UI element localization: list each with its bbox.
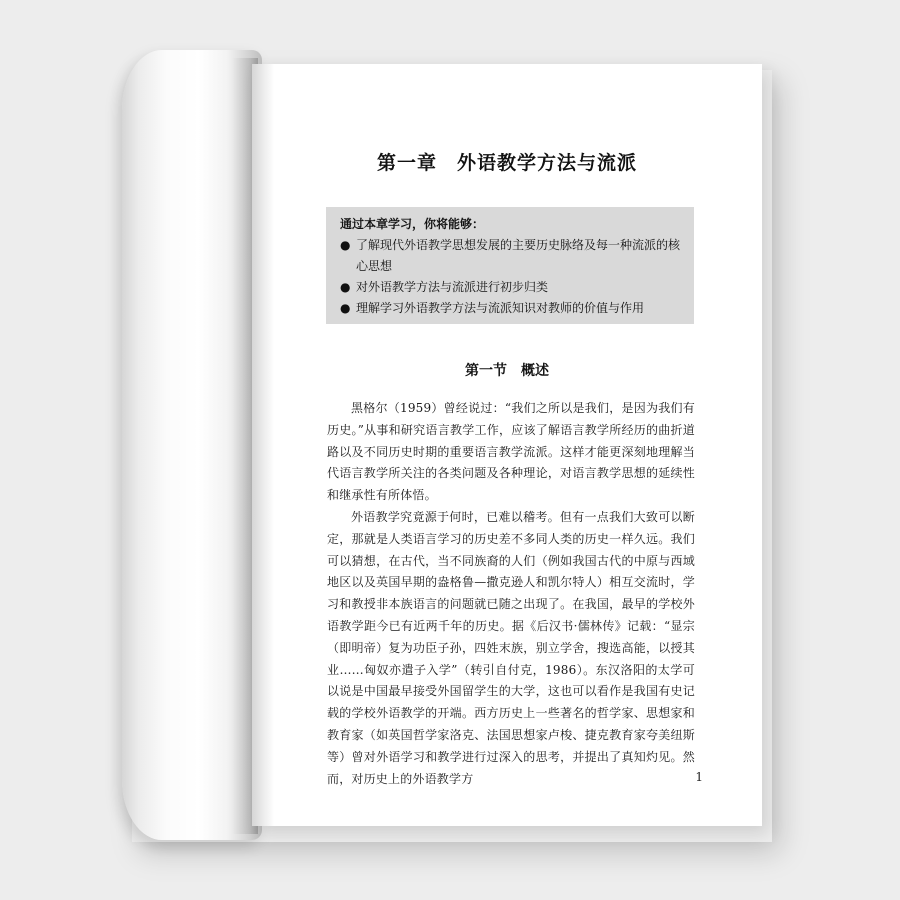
chapter-title: 第一章 外语教学方法与流派 xyxy=(376,152,637,174)
body-paragraph: 黑格尔（1959）曾经说过：“我们之所以是我们，是因为我们有历史。”从事和研究语言教学工作，应该了解语言教学所经历的曲折道路以及不同历史时期的重要语言教学流派。这样才能更深刻地理解当代语言教学所关注的各类问题及各种理论，对语言教学思想的延续性和继承性有所体悟。 xyxy=(327,401,695,503)
body-paragraph: 外语教学究竟源于何时，已难以稽考。但有一点我们大致可以断定，那就是人类语言学习的历史差不多同人类的历史一样久远。我们可以猜想，在古代，当不同族裔的人们（例如我国古代的中原与西域地区以及英国早期的盎格鲁—撒克逊人和凯尔特人）相互交流时，学习和教授非本族语言的问题就已随之出现了。在我国，最早的学校外语教学距今已有近两千年的历史。据《后汉书·儒林传》记载：“显宗（即明帝）复为功臣子孙，四姓末族，别立学舍，搜选高能，以授其业……匈奴亦遣子入学”（转引自付克，1986）。东汉洛阳的太学可以说是中国最早接受外国留学生的大学，这也可以看作是我国有史记载的学校外语教学的开端。西方历史上一些著名的哲学家、思想家和教育家（如英国哲学家洛克、法国思想家卢梭、捷克教育家夸美纽斯等）曾对外语学习和教学进行过深入的思考，并提出了真知灼见。然而，对历史上的外语教学方 xyxy=(327,509,695,786)
objective-text: 对外语教学方法与流派进行初步归类 xyxy=(356,280,549,294)
page-number: 1 xyxy=(695,770,703,784)
bullet-icon: ● xyxy=(340,280,351,294)
objective-item xyxy=(340,277,684,298)
page-gutter-shadow xyxy=(252,64,274,826)
objective-text: 了解现代外语教学思想发展的主要历史脉络及每一种流派的核心思想 xyxy=(356,238,681,273)
bullet-icon: ● xyxy=(340,238,351,252)
bullet-icon: ● xyxy=(340,301,351,315)
objective-item xyxy=(340,298,684,319)
section-title: 第一节 概述 xyxy=(465,363,549,379)
objectives-heading: 通过本章学习，你将能够： xyxy=(340,217,485,231)
body-text xyxy=(327,398,695,790)
objective-text: 理解学习外语教学方法与流派知识对教师的价值与作用 xyxy=(356,301,645,315)
objective-item xyxy=(340,235,684,277)
learning-objectives-box xyxy=(326,207,694,324)
